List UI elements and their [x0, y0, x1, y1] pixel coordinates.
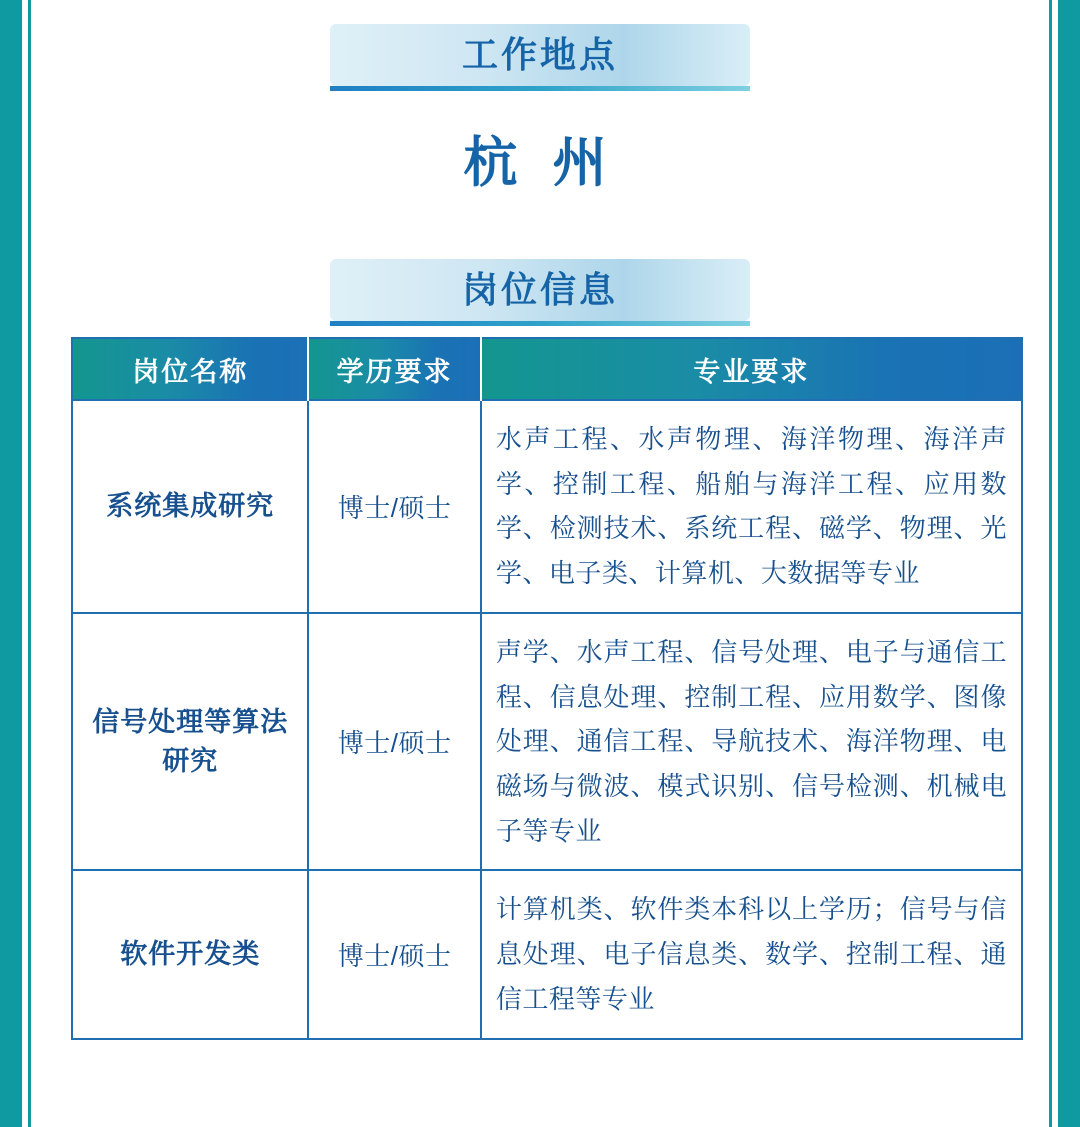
work-location-pill [330, 24, 750, 86]
job-info-label: 岗位信息 [461, 269, 618, 310]
page-frame-right-border [1058, 0, 1080, 1127]
page-frame-right-gap [1052, 0, 1058, 1127]
cell-job-name: 系统集成研究 [72, 400, 308, 613]
table-row [72, 870, 1022, 1038]
cell-education: 博士/硕士 [308, 400, 480, 613]
page-frame-left-border [0, 0, 22, 1127]
work-location-label: 工作地点 [461, 34, 618, 75]
job-info-underline [330, 321, 750, 326]
page-content [31, 0, 1049, 1127]
table-header-major: 专业要求 [481, 338, 1022, 400]
city-name: 杭 州 [463, 133, 617, 193]
job-table [71, 337, 1023, 1040]
cell-major: 计算机类、软件类本科以上学历；信号与信息处理、电子信息类、数学、控制工程、通信工程等专业 [481, 870, 1022, 1038]
work-location-banner [31, 24, 1049, 86]
table-header-row [72, 338, 1022, 400]
page-frame-right-hairline [1049, 0, 1052, 1127]
work-location-underline [330, 86, 750, 91]
table-header-job-name: 岗位名称 [72, 338, 308, 400]
job-info-banner [31, 259, 1049, 321]
cell-education: 博士/硕士 [308, 613, 480, 871]
table-header-education: 学历要求 [308, 338, 480, 400]
cell-major: 声学、水声工程、信号处理、电子与通信工程、信息处理、控制工程、应用数学、图像处理、通信工程、导航技术、海洋物理、电磁场与微波、模式识别、信号检测、机械电子等专业 [481, 613, 1022, 871]
table-row [72, 613, 1022, 871]
table-row [72, 400, 1022, 613]
job-info-pill [330, 259, 750, 321]
cell-major: 水声工程、水声物理、海洋物理、海洋声学、控制工程、船舶与海洋工程、应用数学、检测技术、系统工程、磁学、物理、光学、电子类、计算机、大数据等专业 [481, 400, 1022, 613]
cell-education: 博士/硕士 [308, 870, 480, 1038]
cell-job-name: 信号处理等算法研究 [72, 613, 308, 871]
cell-job-name: 软件开发类 [72, 870, 308, 1038]
